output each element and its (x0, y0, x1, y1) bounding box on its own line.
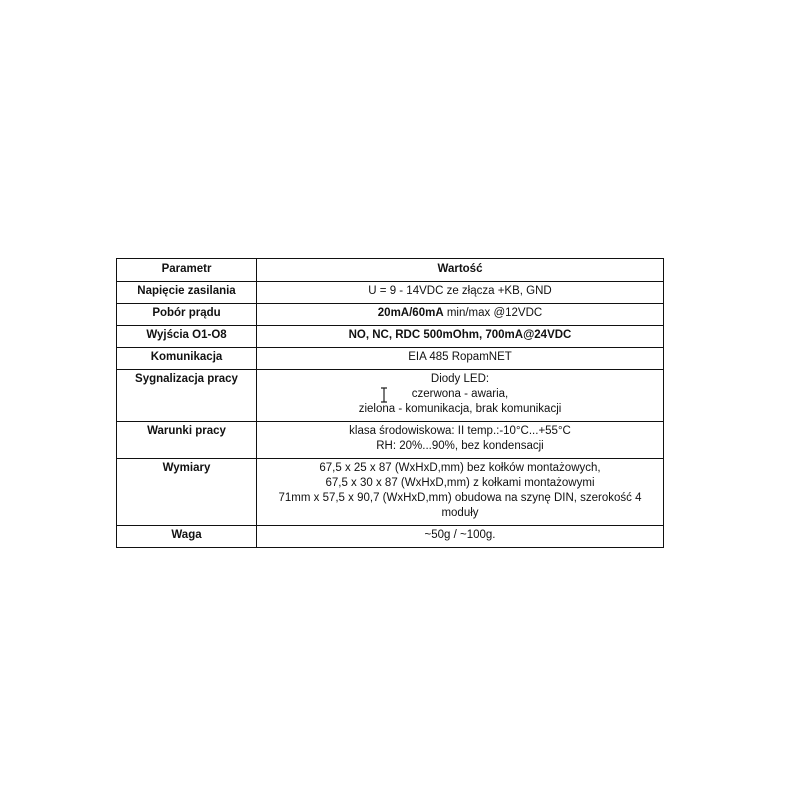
table-row (117, 282, 664, 304)
param-cell: Komunikacja (117, 348, 257, 370)
value-cell (257, 348, 664, 370)
table-row (117, 326, 664, 348)
value-line: U = 9 - 14VDC ze złącza +KB, GND (368, 285, 552, 297)
table-row (117, 459, 664, 526)
table-header-row (117, 259, 664, 282)
value-cell (257, 422, 664, 459)
table-row (117, 370, 664, 422)
value-rest: min/max @12VDC (443, 307, 543, 319)
value-cell (257, 526, 664, 548)
param-cell: Waga (117, 526, 257, 548)
value-cell (257, 370, 664, 422)
value-line: czerwona - awaria, (411, 388, 509, 400)
value-line: 67,5 x 25 x 87 (WxHxD,mm) bez kołków montażowych, (319, 462, 601, 474)
value-bold: 20mA/60mA (377, 307, 444, 319)
param-cell: Sygnalizacja pracy (117, 370, 257, 422)
header-value: Wartość (257, 259, 664, 282)
table-row (117, 304, 664, 326)
param-cell: Pobór prądu (117, 304, 257, 326)
value-line: 71mm x 57,5 x 90,7 (WxHxD,mm) obudowa na szynę DIN, szerokość 4 moduły (278, 492, 642, 519)
spec-table (116, 258, 664, 548)
param-cell: Wyjścia O1-O8 (117, 326, 257, 348)
value-line: Diody LED: (430, 373, 490, 385)
value-line: EIA 485 RopamNET (408, 351, 512, 363)
table-row (117, 526, 664, 548)
value-cell (257, 459, 664, 526)
value-line: zielona - komunikacja, brak komunikacji (358, 403, 562, 415)
value-line: 67,5 x 30 x 87 (WxHxD,mm) z kołkami montażowymi (325, 477, 595, 489)
header-param: Parametr (117, 259, 257, 282)
table-row (117, 422, 664, 459)
value-line: klasa środowiskowa: II temp.:-10°C...+55°C (349, 425, 571, 437)
text-cursor-icon (379, 387, 389, 403)
value-cell (257, 282, 664, 304)
value-cell (257, 304, 664, 326)
param-cell: Napięcie zasilania (117, 282, 257, 304)
param-cell: Warunki pracy (117, 422, 257, 459)
value-line: ~50g / ~100g. (424, 529, 496, 541)
table-row (117, 348, 664, 370)
value-cell (257, 326, 664, 348)
value-line: RH: 20%...90%, bez kondensacji (376, 440, 544, 452)
value-bold: NO, NC, RDC 500mOhm, 700mA@24VDC (348, 329, 572, 341)
param-cell: Wymiary (117, 459, 257, 526)
